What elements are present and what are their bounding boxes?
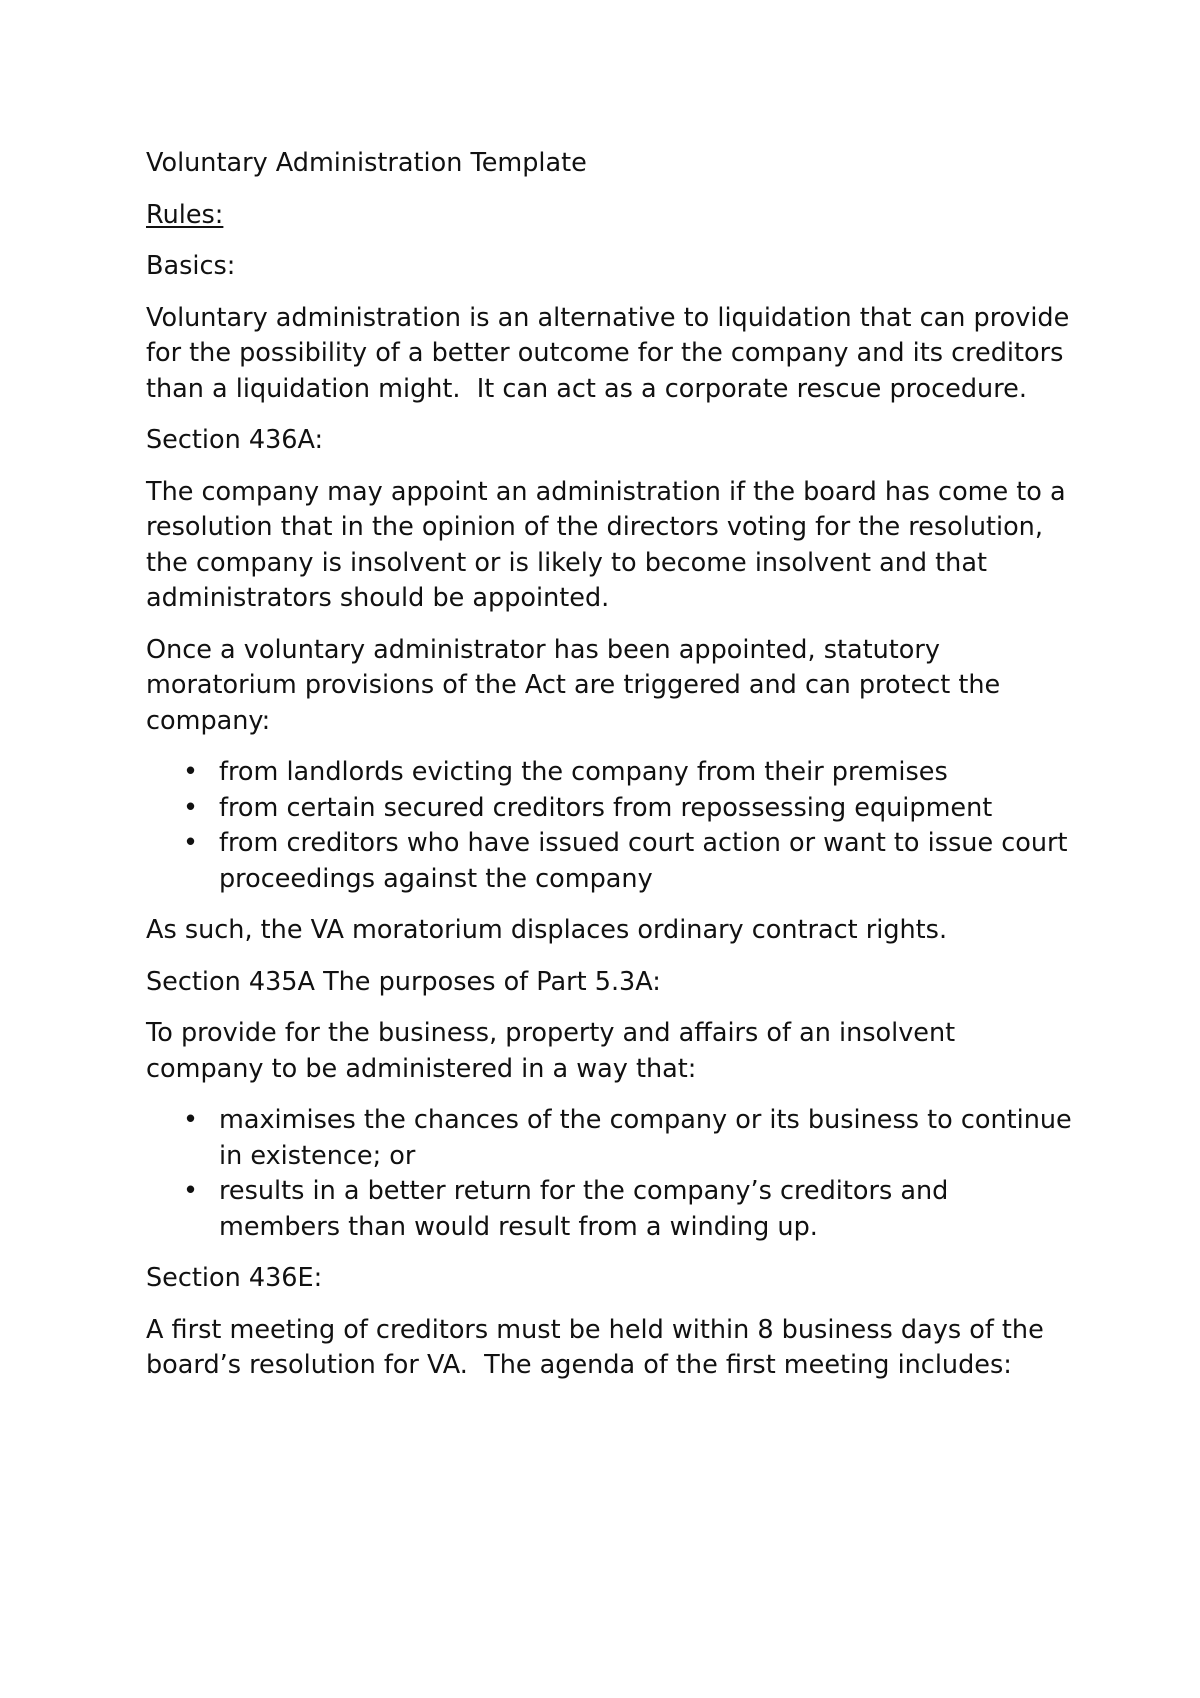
basics-paragraph: Voluntary administration is an alternative to liquidation that can provide for the possibility of a better outcome for the company and its creditors than a liquidation might. It can act as a corporate rescue procedure.: [146, 302, 1078, 404]
list-item-text: from landlords evicting the company from their premises: [219, 757, 948, 787]
list-item-text: from certain secured creditors from repossessing equipment: [219, 792, 993, 823]
list-item: [183, 791, 1076, 827]
list-item: [183, 1174, 1076, 1245]
bullet-icon: •: [183, 1105, 199, 1135]
purpose-bullet-list: [146, 1103, 1076, 1245]
bullet-icon: •: [183, 828, 199, 858]
basics-heading: Basics:: [146, 251, 236, 281]
section-436a-heading: Section 436A:: [146, 425, 324, 455]
section-436e-paragraph: A first meeting of creditors must be held within 8 business days of the board’s resolution for VA. The agenda of the first meeting includes:: [146, 1314, 1052, 1380]
section-436a-paragraph-2: Once a voluntary administrator has been appointed, statutory moratorium provisions of the Act are triggered and can protect the company:: [146, 634, 1001, 736]
bullet-icon: •: [183, 1176, 199, 1206]
moratorium-conclusion: As such, the VA moratorium displaces ordinary contract rights.: [146, 915, 948, 945]
section-436e-heading: Section 436E:: [146, 1263, 323, 1293]
section-436a-paragraph-1: The company may appoint an administration if the board has come to a resolution that in the opinion of the directors voting for the resolution, the company is insolvent or is likely to become insolvent and that administrators should be appointed.: [146, 476, 1066, 613]
document-title: Voluntary Administration Template: [146, 148, 587, 178]
list-item: [183, 1103, 1076, 1174]
bullet-icon: •: [183, 792, 199, 823]
section-435a-paragraph: To provide for the business, property and affairs of an insolvent company to be administered in a way that:: [146, 1018, 956, 1084]
list-item-text: results in a better return for the company’s creditors and members than would result from a winding up.: [219, 1176, 949, 1242]
list-item-text: maximises the chances of the company or its business to continue in existence; or: [219, 1105, 1072, 1171]
document-body: [146, 146, 1076, 1400]
section-435a-heading: Section 435A The purposes of Part 5.3A:: [146, 966, 661, 997]
list-item: [183, 826, 1076, 897]
list-item-text: from creditors who have issued court action or want to issue court proceedings against the company: [219, 828, 1068, 894]
moratorium-bullet-list: [146, 755, 1076, 897]
bullet-icon: •: [183, 757, 199, 787]
list-item: [183, 755, 1076, 791]
rules-heading: Rules:: [146, 199, 224, 230]
